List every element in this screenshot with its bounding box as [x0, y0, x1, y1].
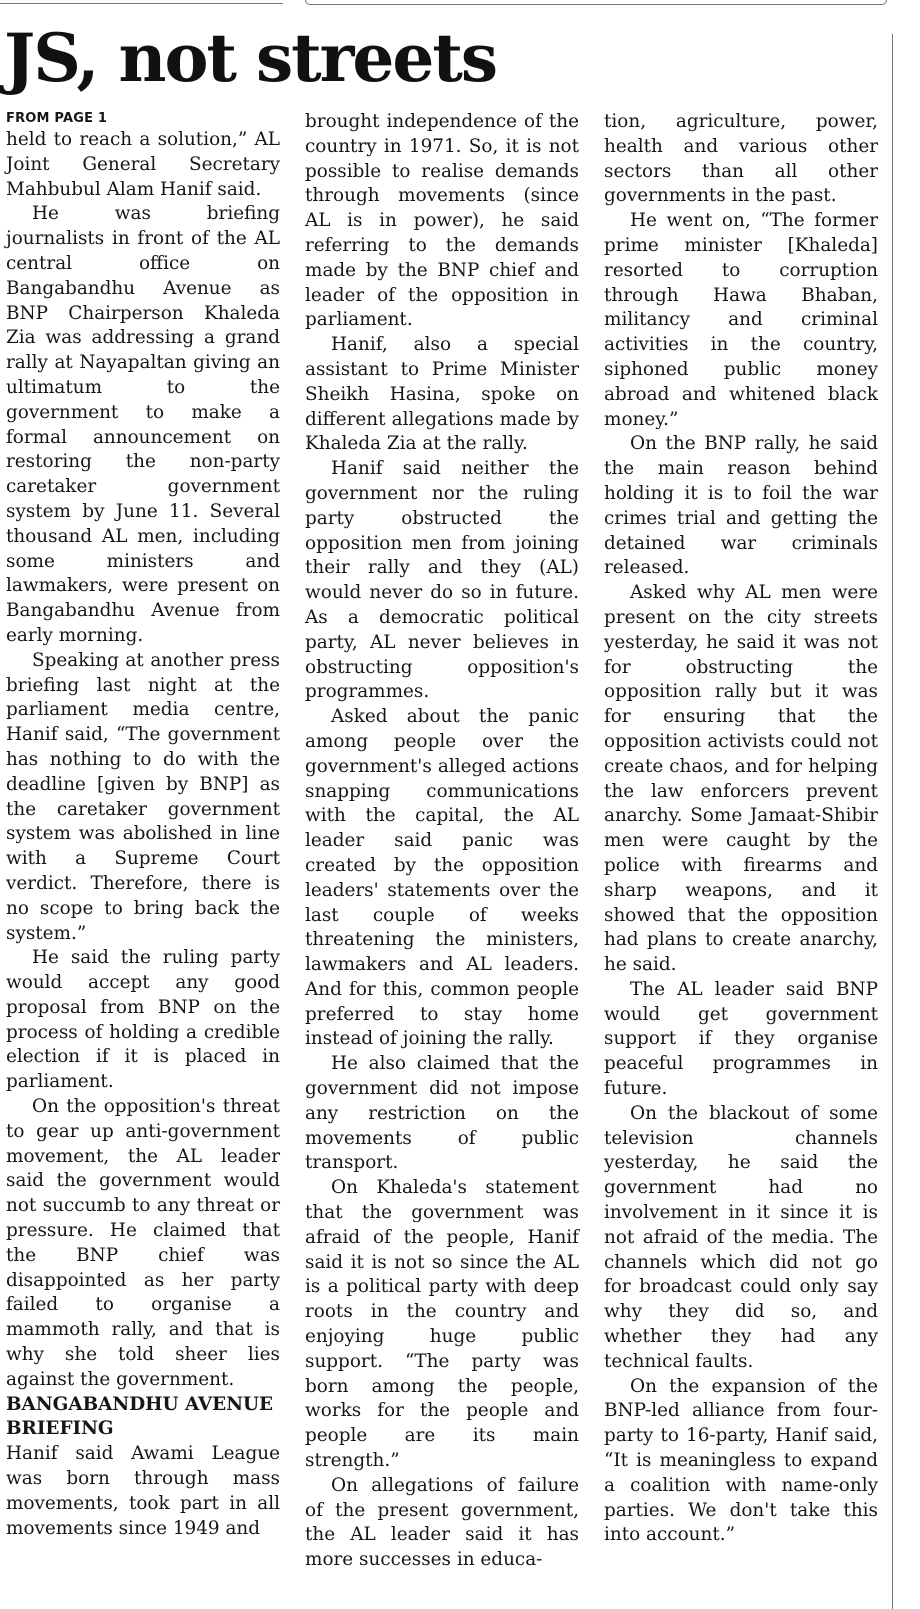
paragraph: held to reach a solution,” AL Joint General Secretary Mahbubul Alam Hanif said.: [6, 129, 280, 200]
column-1: [6, 110, 280, 1541]
paragraph: On the opposition's threat to gear up anti-government movement, the AL leader said the government would not succumb to any threat or pressure. He claimed that the BNP chief was disappointed as her party failed to organise a mammoth rally, and that is why she told sheer lies against the government.: [6, 1096, 280, 1390]
top-rule-left: [0, 0, 283, 4]
paragraph: Asked about the panic among people over the government's alleged actions snapping communications with the capital, the AL leader said panic was created by the opposition leaders' statements over the last couple of weeks threatening the ministers, lawmakers and AL leaders. And for this, common people preferred to stay home instead of joining the rally.: [305, 706, 579, 1050]
paragraph: He was briefing journalists in front of the AL central office on Bangabandhu Avenue as BNP Chairperson Khaleda Zia was addressing a grand rally at Nayapaltan giving an ultimatum to the government to make a formal announcement on restoring the non-party caretaker government system by June 11. Several thousand AL men, including some ministers and lawmakers, were present on Bangabandhu Avenue from early morning.: [6, 203, 280, 646]
column-3: [604, 110, 878, 1548]
paragraph: brought independence of the country in 1971. So, it is not possible to realise demands through movements (since AL is in power), he said referring to the demands made by the BNP chief and leader of the opposition in parliament.: [305, 111, 579, 331]
paragraph: Speaking at another press briefing last night at the parliament media centre, Hanif said, “The government has nothing to do with the deadline [given by BNP] as the caretaker government system was abolished in line with a Supreme Court verdict. Therefore, there is no scope to bring back the system.”: [6, 649, 280, 944]
paragraph: On the expansion of the BNP-led alliance from four-party to 16-party, Hanif said, “It is meaningless to expand a coalition with name-only parties. We don't take this into account.”: [604, 1375, 878, 1546]
paragraph: Hanif said Awami League was born through mass movements, took part in all movements since 1949 and: [6, 1443, 280, 1539]
paragraph: On the BNP rally, he said the main reason behind holding it is to foil the war crimes trial and getting the detained war criminals released.: [604, 433, 878, 579]
paragraph: On the blackout of some television channels yesterday, he said the government had no involvement in it since it is not afraid of the media. The channels which did not go for broadcast could only say why they did so, and whether they had any technical faults.: [604, 1102, 878, 1372]
headline: JS, not streets: [4, 19, 497, 97]
paragraph: He also claimed that the government did not impose any restriction on the movements of public transport.: [305, 1053, 579, 1174]
paragraph: Hanif, also a special assistant to Prime Minister Sheikh Hasina, spoke on different allegations made by Khaleda Zia at the rally.: [305, 334, 579, 455]
top-box-edge: [305, 0, 887, 5]
paragraph: On allegations of failure of the present government, the AL leader said it has more successes in educa-: [305, 1474, 579, 1571]
column-rule: [892, 34, 893, 1609]
paragraph: tion, agriculture, power, health and various other sectors than all other governments in the past.: [604, 111, 878, 207]
paragraph: Asked why AL men were present on the city streets yesterday, he said it was not for obstructing the opposition rally but it was for ensuring that the opposition activists could not create chaos, and for helping the law enforcers prevent anarchy. Some Jamaat-Shibir men were caught by the police with firearms and sharp weapons, and it showed that the opposition had plans to create anarchy, he said.: [604, 582, 878, 976]
paragraph: He said the ruling party would accept any good proposal from BNP on the process of holding a credible election if it is placed in parliament.: [6, 947, 280, 1093]
paragraph: The AL leader said BNP would get government support if they organise peaceful programmes in future.: [604, 978, 878, 1100]
paragraph: Hanif said neither the government nor the ruling party obstructed the opposition men from joining their rally and they (AL) would never do so in future. As a democratic political party, AL never believes in obstructing opposition's programmes.: [305, 458, 579, 703]
paragraph: He went on, “The former prime minister [Khaleda] resorted to corruption through Hawa Bhaban, militancy and criminal activities in the country, siphoned public money abroad and whitened black money.”: [604, 210, 878, 430]
paragraph: On Khaleda's statement that the government was afraid of the people, Hanif said it is not so since the AL is a political party with deep roots in the country and enjoying huge public support. “The party was born among the people, works for the people and people are its main strength.”: [305, 1177, 579, 1472]
subhead: BANGABANDHU AVENUE BRIEFING: [6, 1393, 274, 1440]
column-2: [305, 110, 579, 1573]
kicker: FROM PAGE 1: [6, 111, 108, 126]
